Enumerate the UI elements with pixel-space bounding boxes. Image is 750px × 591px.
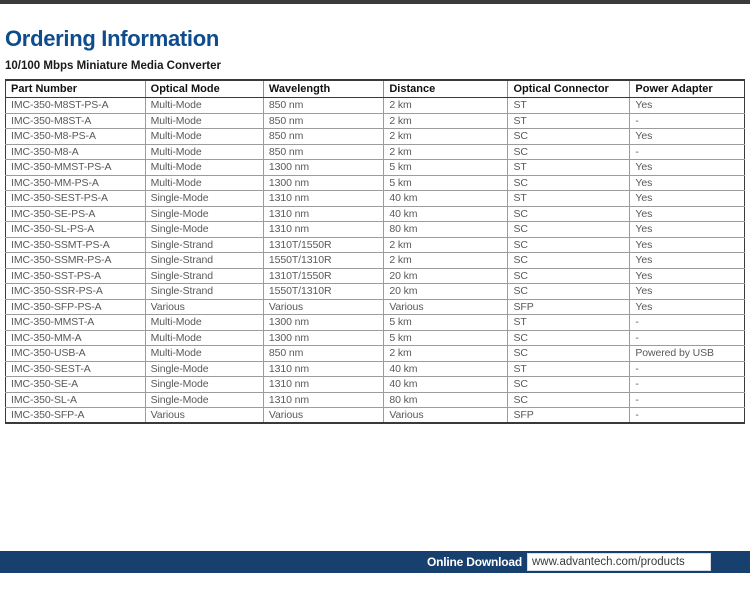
table-cell: 1310 nm [263, 392, 383, 408]
table-cell: 1550T/1310R [263, 284, 383, 300]
table-cell: Multi-Mode [145, 346, 263, 362]
table-row [6, 299, 745, 315]
table-cell: - [630, 330, 745, 346]
table-cell: IMC-350-SL-A [6, 392, 146, 408]
table-cell: IMC-350-M8ST-PS-A [6, 98, 146, 114]
table-cell: Single-Mode [145, 206, 263, 222]
table-row [6, 191, 745, 207]
table-cell: IMC-350-MM-PS-A [6, 175, 146, 191]
table-cell: SC [508, 206, 630, 222]
table-cell: Single-Mode [145, 392, 263, 408]
table-cell: 2 km [384, 98, 508, 114]
table-row [6, 253, 745, 269]
table-row [6, 160, 745, 176]
table-cell: 2 km [384, 113, 508, 129]
table-cell: 5 km [384, 315, 508, 331]
table-cell: Single-Strand [145, 284, 263, 300]
table-cell: SC [508, 284, 630, 300]
table-cell: 1300 nm [263, 315, 383, 331]
table-cell: Various [384, 408, 508, 424]
table-cell: 5 km [384, 175, 508, 191]
table-cell: Various [384, 299, 508, 315]
table-cell: Various [263, 299, 383, 315]
table-cell: ST [508, 191, 630, 207]
download-url-box[interactable] [527, 553, 711, 571]
table-cell: Multi-Mode [145, 330, 263, 346]
table-row [6, 268, 745, 284]
table-cell: IMC-350-M8-A [6, 144, 146, 160]
column-header: Wavelength [263, 80, 383, 98]
table-cell: IMC-350-SSMT-PS-A [6, 237, 146, 253]
table-cell: Single-Mode [145, 191, 263, 207]
table-cell: Yes [630, 175, 745, 191]
table-row [6, 222, 745, 238]
footer-bar [0, 551, 750, 573]
table-cell: Yes [630, 222, 745, 238]
table-cell: SC [508, 237, 630, 253]
table-row [6, 98, 745, 114]
table-cell: 40 km [384, 361, 508, 377]
table-cell: 1550T/1310R [263, 253, 383, 269]
download-url[interactable]: www.advantech.com/products [532, 556, 685, 568]
table-cell: Various [145, 299, 263, 315]
table-cell: Yes [630, 98, 745, 114]
table-cell: - [630, 408, 745, 424]
table-cell: IMC-350-SST-PS-A [6, 268, 146, 284]
table-cell: SC [508, 268, 630, 284]
table-row [6, 113, 745, 129]
table-cell: 1310 nm [263, 361, 383, 377]
table-cell: SC [508, 392, 630, 408]
table-row [6, 392, 745, 408]
table-cell: 2 km [384, 129, 508, 145]
table-cell: Yes [630, 160, 745, 176]
table-cell: ST [508, 113, 630, 129]
table-cell: 850 nm [263, 113, 383, 129]
table-cell: - [630, 392, 745, 408]
table-cell: SFP [508, 408, 630, 424]
table-cell: 850 nm [263, 129, 383, 145]
table-row [6, 330, 745, 346]
table-cell: 1300 nm [263, 175, 383, 191]
table-cell: - [630, 315, 745, 331]
table-cell: ST [508, 98, 630, 114]
table-cell: 1310 nm [263, 206, 383, 222]
table-cell: Various [145, 408, 263, 424]
table-cell: - [630, 361, 745, 377]
table-cell: 1300 nm [263, 330, 383, 346]
table-cell: IMC-350-SE-A [6, 377, 146, 393]
table-cell: Single-Strand [145, 268, 263, 284]
table-header-row [6, 80, 745, 98]
table-cell: 1310 nm [263, 191, 383, 207]
table-cell: Multi-Mode [145, 175, 263, 191]
table-cell: IMC-350-MMST-PS-A [6, 160, 146, 176]
table-cell: SC [508, 222, 630, 238]
table-row [6, 346, 745, 362]
table-cell: 5 km [384, 160, 508, 176]
table-row [6, 408, 745, 424]
table-cell: ST [508, 160, 630, 176]
table-cell: IMC-350-SE-PS-A [6, 206, 146, 222]
table-cell: Yes [630, 191, 745, 207]
table-cell: IMC-350-SSR-PS-A [6, 284, 146, 300]
table-cell: Single-Mode [145, 222, 263, 238]
table-cell: Powered by USB [630, 346, 745, 362]
table-cell: 1310 nm [263, 222, 383, 238]
table-row [6, 377, 745, 393]
table-cell: SC [508, 175, 630, 191]
table-cell: SC [508, 129, 630, 145]
table-cell: Yes [630, 299, 745, 315]
column-header: Distance [384, 80, 508, 98]
table-cell: IMC-350-SFP-PS-A [6, 299, 146, 315]
table-cell: Yes [630, 253, 745, 269]
table-cell: SFP [508, 299, 630, 315]
table-cell: IMC-350-M8-PS-A [6, 129, 146, 145]
table-cell: SC [508, 346, 630, 362]
ordering-table [5, 79, 745, 424]
table-cell: SC [508, 330, 630, 346]
table-cell: - [630, 144, 745, 160]
column-header: Optical Connector [508, 80, 630, 98]
table-cell: Yes [630, 129, 745, 145]
table-row [6, 206, 745, 222]
table-cell: Single-Strand [145, 253, 263, 269]
table-row [6, 175, 745, 191]
table-row [6, 315, 745, 331]
table-cell: Single-Mode [145, 361, 263, 377]
ordering-table-container [5, 79, 745, 424]
table-cell: 850 nm [263, 98, 383, 114]
table-cell: 850 nm [263, 346, 383, 362]
table-row [6, 284, 745, 300]
table-cell: IMC-350-SEST-A [6, 361, 146, 377]
table-cell: 20 km [384, 284, 508, 300]
table-cell: IMC-350-SFP-A [6, 408, 146, 424]
table-cell: SC [508, 253, 630, 269]
table-cell: Single-Mode [145, 377, 263, 393]
table-cell: Multi-Mode [145, 144, 263, 160]
page-title: Ordering Information [5, 26, 220, 51]
table-cell: Yes [630, 268, 745, 284]
table-cell: IMC-350-USB-A [6, 346, 146, 362]
online-download-label: Online Download [427, 555, 522, 569]
table-cell: 80 km [384, 222, 508, 238]
table-cell: 850 nm [263, 144, 383, 160]
column-header: Part Number [6, 80, 146, 98]
table-cell: IMC-350-MM-A [6, 330, 146, 346]
table-cell: IMC-350-MMST-A [6, 315, 146, 331]
column-header: Power Adapter [630, 80, 745, 98]
table-cell: 40 km [384, 191, 508, 207]
table-cell: Yes [630, 237, 745, 253]
table-cell: Multi-Mode [145, 98, 263, 114]
table-cell: 40 km [384, 377, 508, 393]
table-body [6, 98, 745, 424]
table-cell: SC [508, 377, 630, 393]
table-row [6, 129, 745, 145]
table-cell: 1310T/1550R [263, 237, 383, 253]
table-cell: - [630, 377, 745, 393]
table-cell: 5 km [384, 330, 508, 346]
table-row [6, 144, 745, 160]
table-cell: 2 km [384, 144, 508, 160]
table-cell: Multi-Mode [145, 160, 263, 176]
table-cell: ST [508, 361, 630, 377]
table-cell: IMC-350-M8ST-A [6, 113, 146, 129]
table-cell: Single-Strand [145, 237, 263, 253]
table-cell: Multi-Mode [145, 129, 263, 145]
table-cell: Multi-Mode [145, 113, 263, 129]
page-top-rule [0, 0, 750, 4]
table-cell: SC [508, 144, 630, 160]
table-row [6, 237, 745, 253]
table-cell: - [630, 113, 745, 129]
table-row [6, 361, 745, 377]
table-cell: IMC-350-SSMR-PS-A [6, 253, 146, 269]
column-header: Optical Mode [145, 80, 263, 98]
table-cell: Yes [630, 284, 745, 300]
table-cell: 80 km [384, 392, 508, 408]
table-cell: 2 km [384, 237, 508, 253]
table-cell: IMC-350-SL-PS-A [6, 222, 146, 238]
table-cell: 2 km [384, 346, 508, 362]
table-cell: 20 km [384, 268, 508, 284]
table-cell: 1310 nm [263, 377, 383, 393]
table-cell: 40 km [384, 206, 508, 222]
table-cell: 1310T/1550R [263, 268, 383, 284]
table-cell: 1300 nm [263, 160, 383, 176]
table-cell: Yes [630, 206, 745, 222]
table-cell: Various [263, 408, 383, 424]
table-cell: Multi-Mode [145, 315, 263, 331]
table-cell: ST [508, 315, 630, 331]
table-cell: IMC-350-SEST-PS-A [6, 191, 146, 207]
page-subtitle: 10/100 Mbps Miniature Media Converter [5, 60, 222, 72]
table-cell: 2 km [384, 253, 508, 269]
